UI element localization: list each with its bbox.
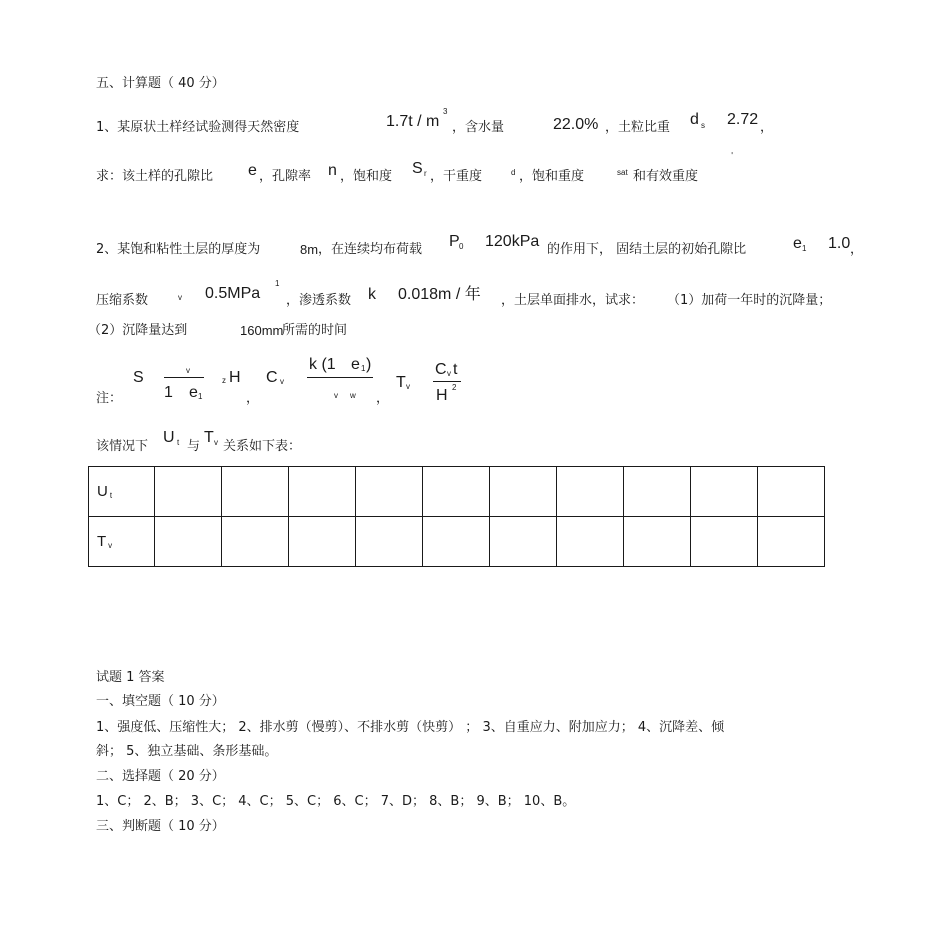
q1-porosity-label: ，孔隙率 — [259, 169, 312, 184]
q2-task2-value: 160mm — [240, 323, 284, 338]
table-intro-U-sub: t — [177, 438, 180, 447]
table-cell — [222, 517, 289, 567]
q2-task1: （1）加荷一年时的沉降量； — [667, 293, 832, 308]
formula-comma-2: ， — [376, 391, 390, 406]
formula3-num-sub: v — [447, 369, 451, 378]
q2-perm-label: ，渗透系数 — [286, 293, 352, 308]
q2-load-label: ，在连续均布荷载 — [318, 242, 423, 257]
formula2-fraction-bar — [307, 377, 373, 378]
q1-dry-label: ，干重度 — [430, 169, 483, 184]
formula1-tail-sub: z — [222, 376, 226, 385]
row-header-tv-sub: v — [108, 541, 113, 550]
table-cell — [490, 517, 557, 567]
q2-k-value: 0.018m / 年 — [398, 286, 481, 303]
table-cell — [758, 467, 825, 517]
formula-Cv-sub: v — [280, 377, 284, 386]
q2-a-value: 0.5MPa — [205, 285, 261, 302]
table-row-ut — [89, 467, 825, 517]
table-cell — [557, 517, 624, 567]
formula-S: S — [133, 369, 144, 386]
answers-s1-heading: 一、填空题（ 10 分） — [96, 694, 225, 709]
q1-n-symbol: n — [328, 162, 337, 179]
formula1-den-e-sub: 1 — [198, 392, 203, 401]
q2-end-comma: ， — [850, 242, 864, 257]
table-cell — [155, 467, 222, 517]
q1-gs-label: ，土粒比重 — [605, 120, 671, 135]
answers-title: 试题 1 答案 — [96, 670, 165, 685]
q1-comma: ， — [760, 120, 774, 135]
formula2-den-sub-w: w — [350, 391, 356, 400]
answers-s1-line1: 1、强度低、压缩性大； 2、排水剪（慢剪）、不排水剪（快剪） ； 3、自重应力、附加应力； 4、沉降差、倾 — [96, 720, 725, 735]
formula3-den-sup: 2 — [452, 383, 457, 392]
table-cell — [691, 517, 758, 567]
row-header-ut-label: U — [97, 483, 108, 500]
formula-Tv: T — [396, 374, 406, 391]
formula3-den-H: H — [436, 387, 448, 404]
table-cell — [289, 467, 356, 517]
table-cell — [356, 467, 423, 517]
q1-tick-mark: ' — [731, 151, 734, 160]
q2-a-sub: v — [178, 293, 182, 302]
table-cell — [423, 517, 490, 567]
formula2-num-e-sub: 1 — [361, 364, 366, 373]
q1-line2-prefix: 求：该土样的孔隙比 — [96, 169, 214, 184]
row-header-ut — [89, 467, 155, 517]
formula1-fraction-bar — [164, 377, 204, 378]
q1-Sr-symbol: S — [412, 160, 423, 177]
formula2-num-close: ) — [366, 356, 372, 373]
note-label: 注： — [96, 391, 123, 406]
formula-Cv: C — [266, 369, 278, 386]
table-intro-suffix: 关系如下表： — [223, 439, 302, 454]
table-row-tv — [89, 517, 825, 567]
q2-thickness: 8m — [300, 242, 319, 257]
table-cell — [624, 467, 691, 517]
q1-eff-label: 和有效重度 — [633, 169, 699, 184]
q2-e1-value: 1.0 — [828, 235, 851, 252]
q1-ds-value: 2.72 — [727, 111, 759, 128]
q2-e1-symbol: e — [793, 235, 802, 252]
q2-drain: ，土层单面排水，试求： — [501, 293, 645, 308]
answers-s3-heading: 三、判断题（ 10 分） — [96, 819, 225, 834]
formula2-num: k (1 — [309, 356, 336, 373]
q1-saturation-label: ，饱和度 — [340, 169, 393, 184]
formula3-num-C: C — [435, 361, 447, 378]
q1-sat-label: ，饱和重度 — [519, 169, 585, 184]
q2-P0-sub: 0 — [459, 242, 464, 251]
q2-line2-prefix: 压缩系数 — [96, 293, 149, 308]
q1-density: 1.7t / m — [386, 113, 440, 130]
formula2-num-e: e — [351, 356, 360, 373]
formula2-den-sub-v: v — [334, 391, 338, 400]
q1-ds-sub: s — [701, 121, 705, 130]
q2-prefix: 2、某饱和粘性土层的厚度为 — [96, 242, 261, 257]
q2-task2-prefix: （2）沉降量达到 — [88, 323, 188, 338]
q2-e1-sub: 1 — [802, 244, 807, 253]
answers-s1-line2: 斜； 5、独立基础、条形基础。 — [96, 744, 278, 759]
table-cell — [423, 467, 490, 517]
table-intro-and: 与 — [187, 439, 201, 454]
table-intro-T: T — [204, 429, 214, 446]
q1-gamma-d-sub: d — [511, 168, 516, 177]
answers-s2-line: 1、C； 2、B； 3、C； 4、C； 5、C； 6、C； 7、D； 8、B； 9、B； 10、B。 — [96, 794, 576, 809]
answers-s2-heading: 二、选择题（ 20 分） — [96, 769, 225, 784]
table-cell — [557, 467, 624, 517]
formula3-fraction-bar — [433, 381, 461, 382]
formula3-num-t: t — [453, 361, 458, 378]
formula-comma-1: ， — [246, 391, 260, 406]
q1-Sr-sub: r — [424, 169, 427, 178]
q1-density-sup: 3 — [443, 107, 448, 116]
row-header-tv — [89, 517, 155, 567]
table-intro-U: U — [163, 429, 175, 446]
table-cell — [155, 517, 222, 567]
formula-Tv-sub: v — [406, 382, 410, 391]
q2-k-symbol: k — [368, 286, 376, 303]
row-header-ut-sub: t — [109, 491, 113, 500]
row-header-tv-label: T — [97, 533, 107, 550]
q2-a-sup: 1 — [275, 279, 280, 288]
table-intro-prefix: 该情况下 — [96, 439, 149, 454]
table-cell — [490, 467, 557, 517]
table-cell — [356, 517, 423, 567]
table-cell — [624, 517, 691, 567]
q1-sat-sub: sat — [617, 168, 628, 177]
q2-mid: 的作用下， 固结土层的初始孔隙比 — [547, 242, 747, 257]
table-intro-T-sub: v — [214, 438, 218, 447]
table-cell — [222, 467, 289, 517]
q1-water-value: 22.0% — [553, 116, 599, 133]
q2-task2-suffix: 所需的时间 — [282, 323, 348, 338]
q1-prefix: 1、某原状土样经试验测得天然密度 — [96, 120, 300, 135]
formula1-den-1: 1 — [164, 384, 173, 401]
table-cell — [758, 517, 825, 567]
q1-e-symbol: e — [248, 162, 257, 179]
table-cell — [691, 467, 758, 517]
table-cell — [289, 517, 356, 567]
formula1-num-sub: v — [186, 366, 190, 375]
q2-P0-symbol: P — [449, 233, 460, 250]
section-heading-calc: 五、计算题（ 40 分） — [96, 76, 225, 91]
q1-water-label: ，含水量 — [452, 120, 505, 135]
q2-load-value: 120kPa — [485, 233, 540, 250]
formula1-den-e: e — [189, 384, 198, 401]
formula1-tail-H: H — [229, 369, 241, 386]
q1-ds-symbol: d — [690, 111, 699, 128]
ut-tv-table — [88, 466, 825, 567]
